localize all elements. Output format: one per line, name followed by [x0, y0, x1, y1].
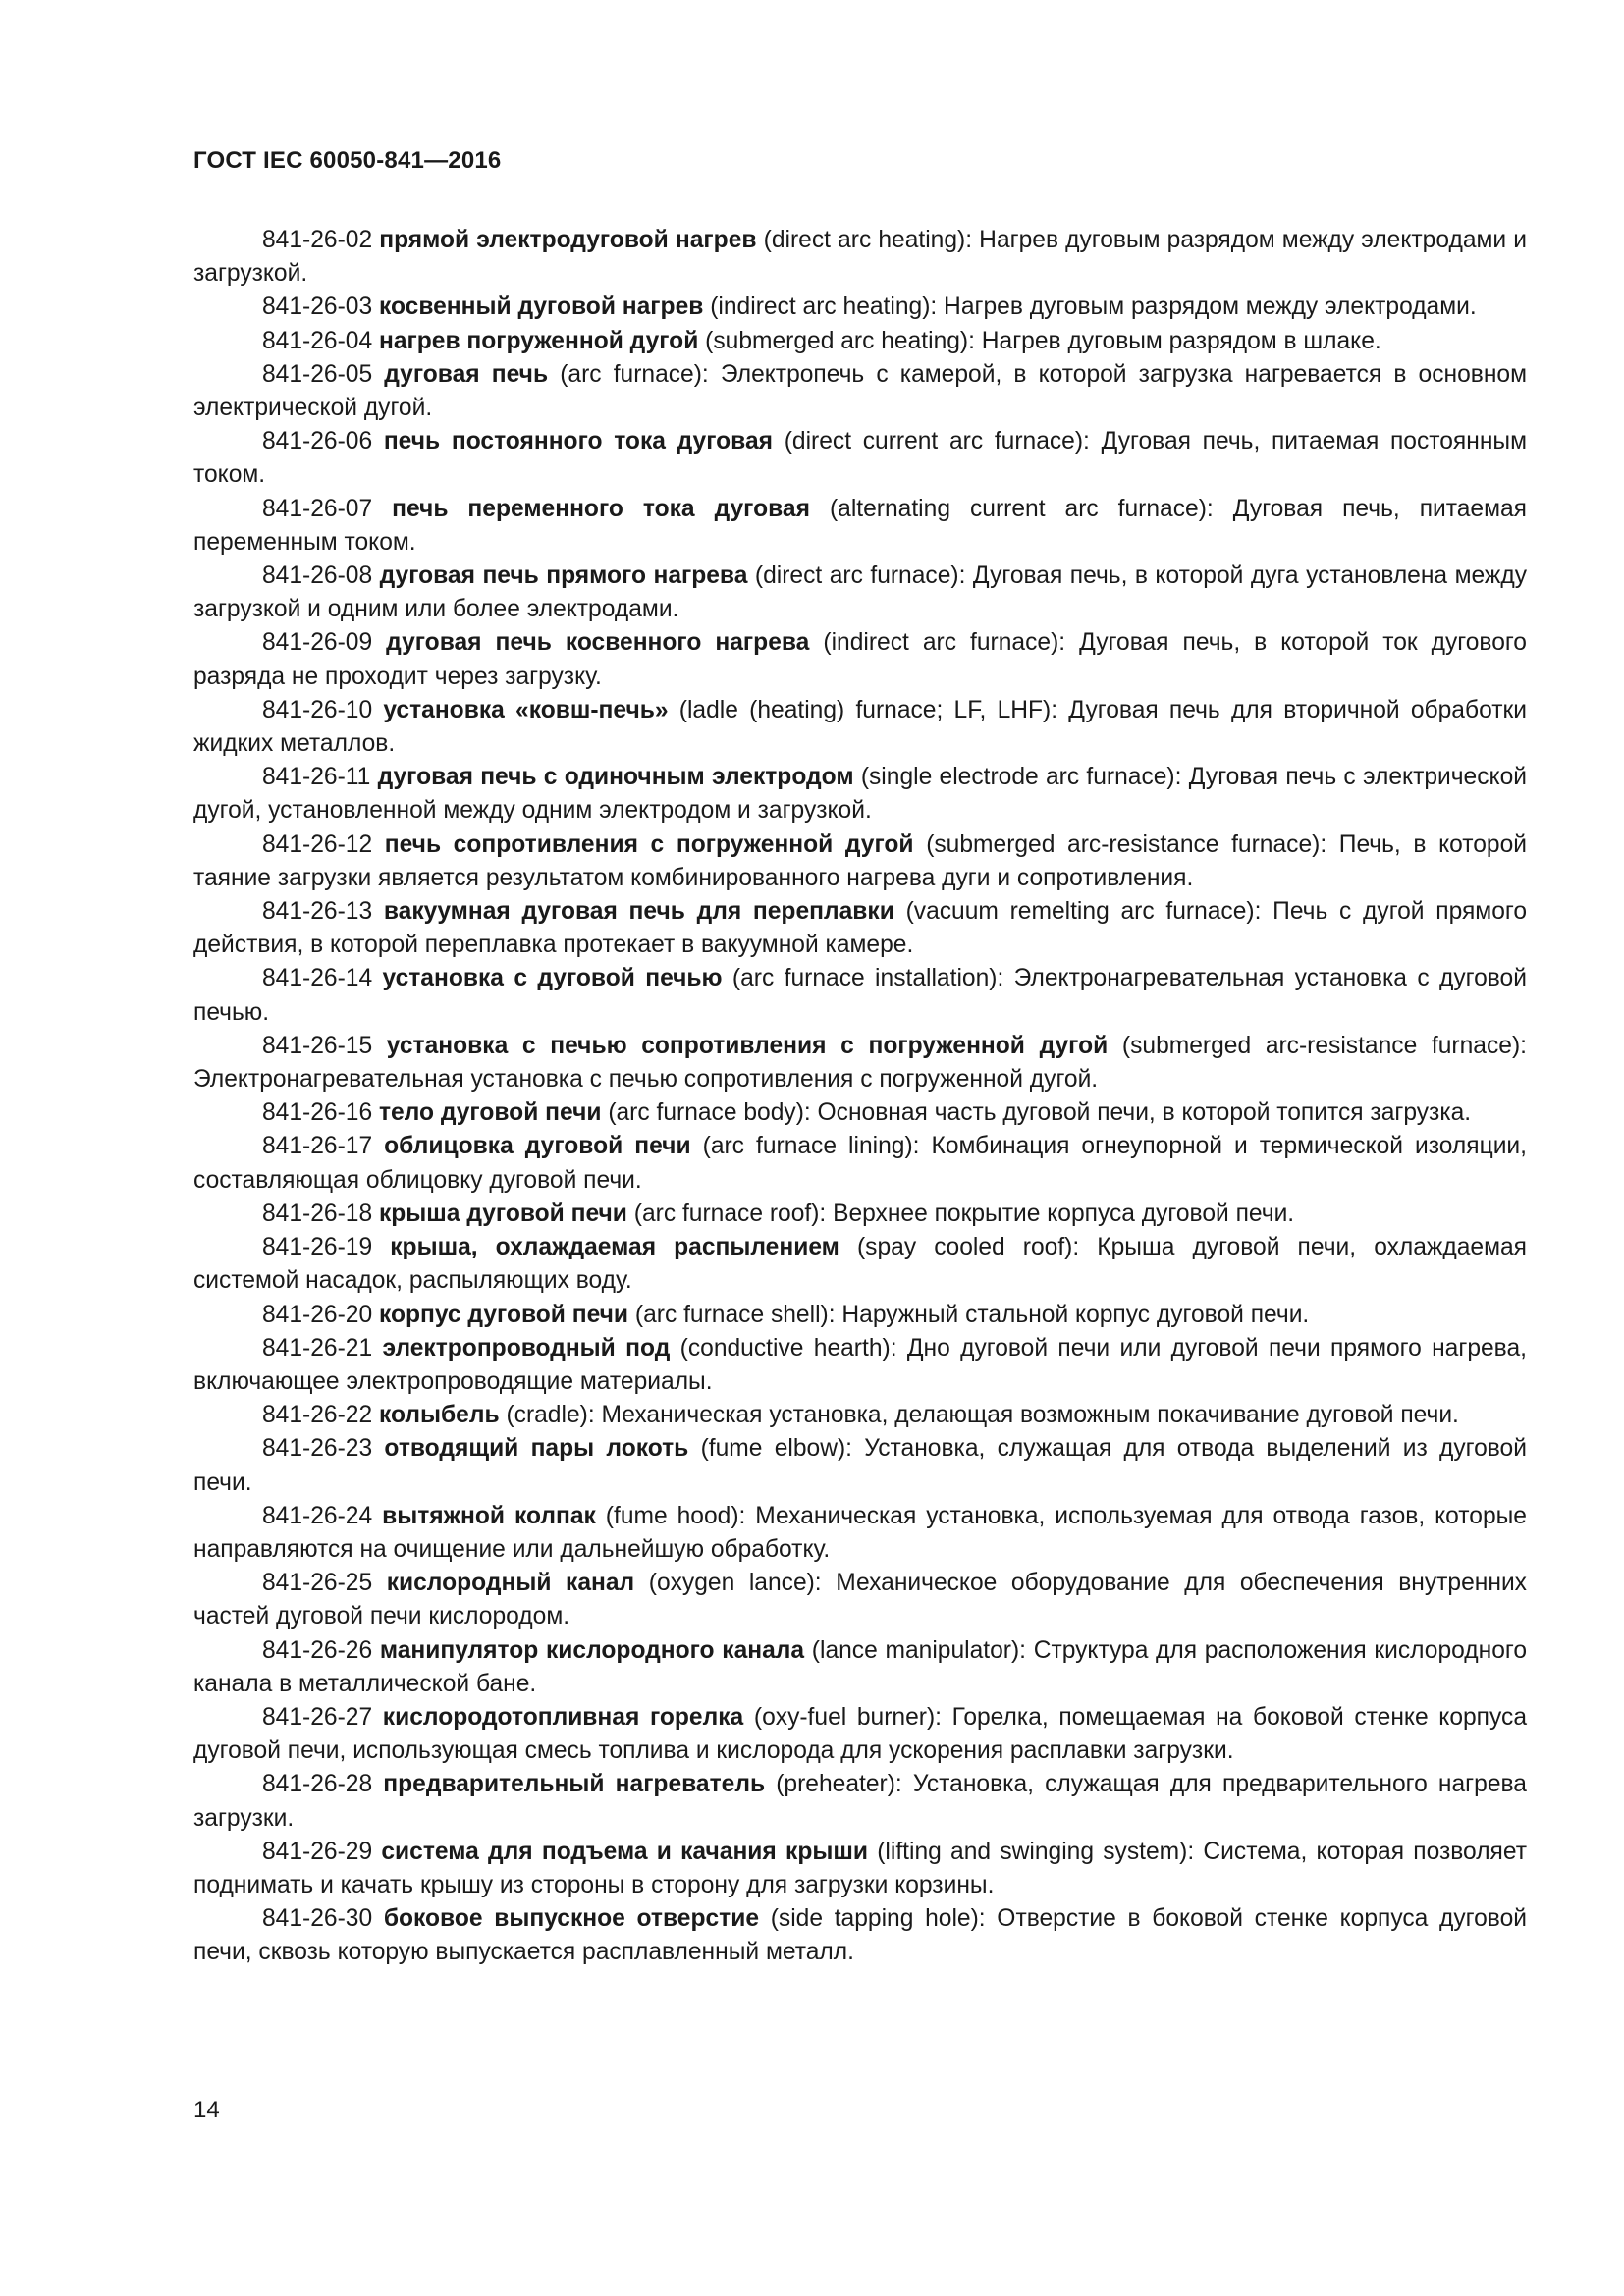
- term-definition: (arc furnace shell): Наружный стальной корпус дуговой печи.: [634, 1301, 1310, 1328]
- term-title: установка с печью сопротивления с погруженной дугой: [386, 1032, 1109, 1059]
- term-definition: (direct arc heating): Нагрев дуговым разрядом между электродами и загрузкой.: [193, 227, 1527, 288]
- term-definition: (alternating current arc furnace): Дуговая печь, питаемая переменным током.: [193, 495, 1528, 556]
- term-number: 841-26-07: [262, 495, 373, 522]
- term-number: 841-26-21: [262, 1334, 373, 1362]
- term-definition: (direct current arc furnace): Дуговая печь, питаемая постоянным током.: [193, 428, 1528, 489]
- term-definition: (arc furnace roof): Верхнее покрытие корпуса дуговой печи.: [633, 1200, 1295, 1227]
- term-entry: [193, 962, 1527, 1029]
- term-number: 841-26-04: [262, 327, 373, 354]
- term-number: 841-26-03: [262, 294, 373, 321]
- term-number: 841-26-02: [262, 227, 373, 253]
- term-title: тело дуговой печи: [378, 1099, 602, 1127]
- term-definition: (conductive hearth): Дно дуговой печи или дуговой печи прямого нагрева, включающее электропроводящие материалы.: [193, 1334, 1527, 1395]
- term-entry: [193, 1299, 1527, 1332]
- term-number: 841-26-16: [262, 1099, 373, 1127]
- term-entry: [193, 1030, 1527, 1096]
- terms-list: [193, 224, 1527, 1970]
- term-title: установка с дуговой печью: [382, 965, 723, 992]
- term-entry: [193, 1432, 1527, 1499]
- term-definition: (lance manipulator): Структура для расположения кислородного канала в металлической бане.: [193, 1636, 1527, 1697]
- term-entry: [193, 1130, 1527, 1197]
- term-definition: (vacuum remelting arc furnace): Печь с дугой прямого действия, в которой переплавка протекает в вакуумной камере.: [193, 898, 1527, 959]
- term-entry: [193, 560, 1527, 626]
- term-definition: (submerged arc heating): Нагрев дуговым разрядом в шлаке.: [705, 327, 1381, 354]
- term-entry: [193, 1634, 1527, 1701]
- term-title: кислородотопливная горелка: [382, 1703, 744, 1731]
- term-title: отводящий пары локоть: [384, 1435, 689, 1463]
- term-number: 841-26-10: [262, 696, 373, 723]
- term-number: 841-26-13: [262, 898, 373, 926]
- term-title: электропроводный под: [382, 1334, 671, 1362]
- term-title: предварительный нагреватель: [383, 1771, 766, 1798]
- term-title: дуговая печь с одиночным электродом: [377, 764, 854, 791]
- term-definition: (indirect arc furnace): Дуговая печь, в которой ток дугового разряда не проходит через загрузку.: [193, 629, 1527, 690]
- term-number: 841-26-09: [262, 629, 373, 657]
- term-number: 841-26-11: [262, 764, 371, 791]
- term-number: 841-26-15: [262, 1032, 373, 1059]
- term-entry: [193, 1567, 1527, 1633]
- term-definition: (arc furnace installation): Электронагревательная установка с дуговой печью.: [193, 965, 1527, 1026]
- term-definition: (arc furnace lining): Комбинация огнеупорной и термической изоляции, составляющая облицовку дуговой печи.: [193, 1133, 1527, 1194]
- term-entry: [193, 325, 1527, 358]
- term-title: печь переменного тока дуговая: [392, 495, 810, 522]
- term-definition: (submerged arc-resistance furnace): Печь, в которой таяние загрузки является результатом комбинированного нагрева дуги и сопротивления.: [193, 830, 1527, 891]
- term-number: 841-26-22: [262, 1402, 373, 1429]
- term-number: 841-26-12: [262, 830, 373, 858]
- term-number: 841-26-19: [262, 1234, 373, 1261]
- term-entry: [193, 694, 1527, 761]
- term-definition: (fume elbow): Установка, служащая для отвода выделений из дуговой печи.: [193, 1435, 1527, 1496]
- term-definition: (submerged arc-resistance furnace): Электронагревательная установка с печью сопротивления с погруженной дугой.: [193, 1032, 1527, 1094]
- term-definition: (arc furnace body): Основная часть дуговой печи, в которой топится загрузка.: [608, 1099, 1472, 1127]
- term-title: установка «ковш-печь»: [383, 696, 669, 723]
- term-entry: [193, 1096, 1527, 1130]
- term-entry: [193, 425, 1527, 492]
- term-title: корпус дуговой печи: [378, 1301, 629, 1328]
- term-number: 841-26-05: [262, 360, 373, 388]
- term-definition: (fume hood): Механическая установка, используемая для отвода газов, которые направляются на очищение или дальнейшую обработку.: [193, 1502, 1527, 1563]
- term-title: вытяжной колпак: [382, 1502, 596, 1529]
- term-definition: (oxy-fuel burner): Горелка, помещаемая на боковой стенке корпуса дуговой печи, использующая смесь топлива и кислорода для ускорения расплавки загрузки.: [193, 1703, 1527, 1765]
- term-title: манипулятор кислородного канала: [379, 1636, 805, 1664]
- document-header: ГОСТ IEC 60050-841—2016: [193, 147, 502, 174]
- term-definition: (arc furnace): Электропечь с камерой, в которой загрузка нагревается в основном электрической дугой.: [193, 360, 1527, 422]
- term-definition: (spay cooled roof): Крыша дуговой печи, охлаждаемая системой насадок, распыляющих воду.: [193, 1234, 1527, 1295]
- term-entry: [193, 224, 1527, 291]
- term-number: 841-26-20: [262, 1301, 373, 1328]
- term-entry: [193, 1836, 1527, 1902]
- term-number: 841-26-08: [262, 562, 373, 590]
- term-title: дуговая печь: [384, 360, 549, 388]
- term-definition: (indirect arc heating): Нагрев дуговым разрядом между электродами.: [710, 294, 1477, 321]
- term-definition: (lifting and swinging system): Система, которая позволяет поднимать и качать крышу из стороны в сторону для загрузки корзины.: [193, 1838, 1527, 1898]
- term-number: 841-26-06: [262, 428, 373, 455]
- term-number: 841-26-26: [262, 1636, 373, 1664]
- term-number: 841-26-17: [262, 1133, 373, 1160]
- term-entry: [193, 1500, 1527, 1567]
- term-entry: [193, 1701, 1527, 1768]
- term-title: боковое выпускное отверстие: [383, 1905, 759, 1933]
- term-number: 841-26-30: [262, 1905, 373, 1933]
- term-title: нагрев погруженной дугой: [378, 327, 699, 354]
- term-entry: [193, 895, 1527, 962]
- term-entry: [193, 358, 1527, 425]
- term-number: 841-26-25: [262, 1570, 373, 1597]
- term-title: дуговая печь прямого нагрева: [379, 562, 748, 590]
- term-entry: [193, 1231, 1527, 1298]
- term-title: печь сопротивления с погруженной дугой: [384, 830, 914, 858]
- term-number: 841-26-14: [262, 965, 373, 992]
- term-title: крыша, охлаждаемая распылением: [390, 1234, 839, 1261]
- term-title: облицовка дуговой печи: [384, 1133, 691, 1160]
- term-definition: (oxygen lance): Механическое оборудование для обеспечения внутренних частей дуговой печи кислородом.: [193, 1570, 1527, 1630]
- term-definition: (preheater): Установка, служащая для предварительного нагрева загрузки.: [193, 1771, 1527, 1832]
- term-entry: [193, 1332, 1527, 1399]
- term-entry: [193, 828, 1527, 895]
- term-number: 841-26-27: [262, 1703, 373, 1731]
- term-number: 841-26-23: [262, 1435, 373, 1463]
- page-number: 14: [193, 2097, 220, 2123]
- term-definition: (direct arc furnace): Дуговая печь, в которой дуга установлена между загрузкой и одним или более электродами.: [193, 562, 1527, 623]
- term-title: система для подъема и качания крыши: [381, 1838, 868, 1865]
- term-title: колыбель: [378, 1402, 500, 1429]
- term-title: вакуумная дуговая печь для переплавки: [383, 898, 894, 926]
- term-entry: [193, 761, 1527, 828]
- term-definition: (side tapping hole): Отверстие в боковой стенке корпуса дуговой печи, сквозь которую выпускается расплавленный металл.: [193, 1905, 1527, 1966]
- term-title: печь постоянного тока дуговая: [383, 428, 773, 455]
- term-entry: [193, 1768, 1527, 1835]
- term-definition: (single electrode arc furnace): Дуговая печь с электрической дугой, установленной между одним электродом и загрузкой.: [193, 764, 1527, 825]
- term-entry: [193, 1902, 1527, 1969]
- term-title: крыша дуговой печи: [378, 1200, 627, 1227]
- term-entry: [193, 626, 1527, 693]
- term-number: 841-26-29: [262, 1838, 373, 1865]
- term-title: прямой электродуговой нагрев: [379, 227, 757, 253]
- term-number: 841-26-18: [262, 1200, 373, 1227]
- term-title: дуговая печь косвенного нагрева: [386, 629, 810, 657]
- term-title: кислородный канал: [386, 1570, 635, 1597]
- term-number: 841-26-28: [262, 1771, 373, 1798]
- term-title: косвенный дуговой нагрев: [378, 294, 704, 321]
- term-entry: [193, 1198, 1527, 1231]
- term-number: 841-26-24: [262, 1502, 373, 1529]
- term-entry: [193, 1399, 1527, 1432]
- term-entry: [193, 493, 1527, 560]
- term-definition: (ladle (heating) furnace; LF, LHF): Дуговая печь для вторичной обработки жидких металлов.: [193, 696, 1527, 758]
- term-entry: [193, 291, 1527, 324]
- term-definition: (cradle): Механическая установка, делающая возможным покачивание дуговой печи.: [506, 1402, 1459, 1429]
